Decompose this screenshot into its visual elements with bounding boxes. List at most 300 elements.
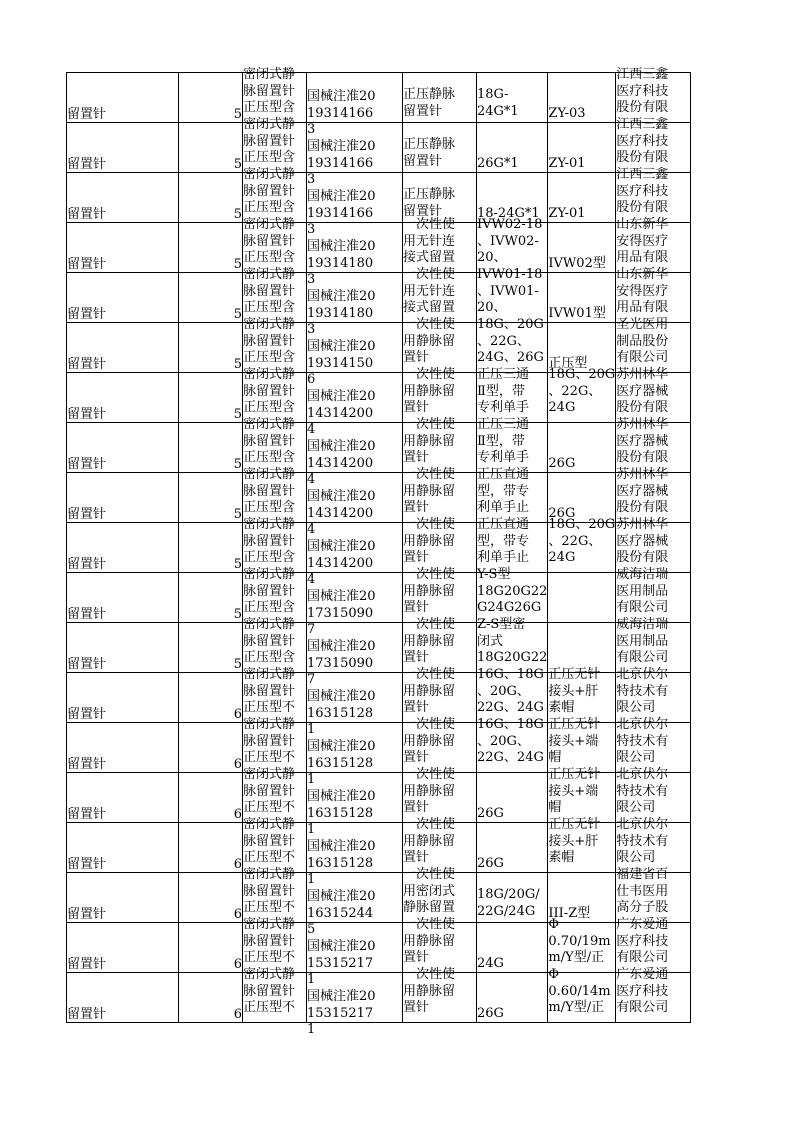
description-line: 密闭式静 — [243, 767, 296, 782]
quantity: 5 — [233, 557, 242, 572]
product-name-wrap — [403, 567, 476, 616]
manufacturer-cell — [616, 67, 691, 123]
product-name-wrap — [403, 517, 476, 566]
model-wrap — [548, 473, 615, 522]
spec-cell — [477, 567, 548, 623]
quantity: 6 — [233, 1007, 242, 1022]
spec-line: 18-24G*1 — [477, 206, 540, 221]
registration-number: 国械注准20193141663 — [307, 89, 376, 137]
product-name-line: 一次性使 — [403, 717, 456, 732]
model-cell — [548, 717, 616, 773]
description-wrap — [243, 167, 306, 216]
spec-cell — [477, 417, 548, 473]
item-name: 留置针 — [67, 607, 107, 622]
description-line: 脉留置针 — [243, 583, 296, 599]
product-name-line: 置针 — [403, 350, 430, 365]
description-line: 正压型含 — [243, 550, 296, 565]
product-name-wrap — [403, 717, 476, 766]
model-line: 0.70/19m — [548, 933, 611, 949]
registration-number: 国械注准20193141803 — [307, 239, 376, 287]
manufacturer-line: 医疗科技 — [616, 183, 669, 199]
model-line: 正压无针 — [548, 767, 601, 782]
description-line: 脉留置针 — [243, 833, 296, 849]
model-line: 素帽 — [548, 700, 575, 715]
spec-wrap — [477, 73, 547, 122]
manufacturer-cell — [616, 467, 691, 523]
product-name-line: 置针 — [403, 450, 430, 465]
product-name-line: 一次性使 — [403, 467, 456, 482]
spec-line: 22G/24G — [477, 903, 536, 919]
description-cell — [243, 217, 307, 273]
product-name-cell — [403, 867, 477, 923]
description-line: 密闭式静 — [243, 467, 296, 482]
manufacturer-line: 江西三鑫 — [616, 117, 669, 132]
manufacturer-cell — [616, 617, 691, 673]
spec-line: 22G、24G — [477, 700, 544, 715]
registration-cell — [307, 123, 403, 187]
description-wrap — [243, 667, 306, 716]
item-name-cell — [67, 273, 179, 323]
description-line: 脉留置针 — [243, 533, 296, 549]
spec-line: 24G、26G — [477, 350, 544, 365]
manufacturer-line: 有限公司 — [616, 1000, 669, 1015]
product-name-cell — [403, 567, 477, 623]
spec-line: 26G — [477, 1006, 504, 1021]
description-cell — [243, 517, 307, 573]
spec-line: 20、 — [477, 300, 507, 315]
product-table — [66, 67, 691, 1037]
model-cell — [548, 123, 616, 173]
product-name-cell — [403, 767, 477, 823]
product-name-line: 静脉留置 — [403, 900, 456, 915]
description-line: 正压型含 — [243, 150, 296, 165]
manufacturer-wrap — [616, 67, 690, 116]
description-line: 脉留置针 — [243, 983, 296, 999]
manufacturer-cell — [616, 417, 691, 473]
table-row — [67, 873, 691, 923]
manufacturer-line: 股份有限 — [616, 100, 669, 115]
registration-cell — [307, 573, 403, 637]
quantity: 6 — [233, 807, 242, 822]
quantity-cell — [179, 523, 243, 573]
registration-wrap — [307, 273, 402, 337]
quantity: 5 — [233, 657, 242, 672]
spec-wrap — [477, 567, 547, 616]
manufacturer-wrap — [616, 667, 690, 716]
item-name-cell — [67, 773, 179, 823]
quantity: 6 — [233, 707, 242, 722]
description-wrap — [243, 67, 306, 116]
item-name-cell — [67, 673, 179, 723]
description-wrap — [243, 717, 306, 766]
product-name-line: 用静脉留 — [403, 783, 456, 799]
description-line: 密闭式静 — [243, 567, 296, 582]
table-body — [67, 67, 691, 1037]
manufacturer-line: 广东爱通 — [616, 967, 669, 982]
spec-cell — [477, 923, 548, 973]
registration-wrap — [307, 873, 402, 937]
manufacturer-wrap — [616, 317, 690, 366]
quantity: 5 — [233, 307, 242, 322]
description-line: 脉留置针 — [243, 933, 296, 949]
manufacturer-line: 苏州林华 — [616, 417, 669, 432]
registration-wrap — [307, 723, 402, 787]
model-cell — [548, 967, 616, 1023]
model-cell — [548, 323, 616, 373]
manufacturer-line: 用品有限 — [616, 250, 669, 265]
spec-cell — [477, 667, 548, 723]
description-cell — [243, 867, 307, 923]
product-name-cell — [403, 817, 477, 873]
manufacturer-line: 医疗科技 — [616, 983, 669, 999]
spec-cell — [477, 123, 548, 173]
item-name: 留置针 — [67, 357, 107, 372]
spec-wrap — [477, 667, 547, 716]
product-name-cell — [403, 367, 477, 423]
product-name-wrap — [403, 967, 476, 1016]
item-name: 留置针 — [67, 207, 107, 222]
model-line: IVW02型 — [548, 256, 606, 271]
description-line: 密闭式静 — [243, 517, 296, 532]
description-line: 密闭式静 — [243, 917, 296, 932]
product-name-line: 置针 — [403, 800, 430, 815]
manufacturer-line: 有限公司 — [616, 650, 669, 665]
description-line: 密闭式静 — [243, 117, 296, 132]
manufacturer-cell — [616, 867, 691, 923]
registration-number: 国械注准20193141803 — [307, 289, 376, 337]
model-cell — [548, 917, 616, 973]
product-name-cell — [403, 617, 477, 673]
model-cell — [548, 73, 616, 123]
manufacturer-wrap — [616, 717, 690, 766]
registration-cell — [307, 473, 403, 537]
registration-wrap — [307, 923, 402, 987]
registration-cell — [307, 223, 403, 287]
model-line: IVW01型 — [548, 306, 606, 321]
description-line: 正压型不 — [243, 1000, 296, 1015]
manufacturer-cell — [616, 667, 691, 723]
description-wrap — [243, 567, 306, 616]
table-row — [67, 173, 691, 223]
spec-line: 18G20G22 — [477, 583, 548, 599]
description-cell — [243, 267, 307, 323]
product-name-cell — [403, 917, 477, 973]
spec-line: IVW02-18 — [477, 217, 543, 232]
product-name-line: 留置针 — [403, 153, 443, 169]
model-line: 26G — [548, 456, 576, 471]
spec-wrap — [477, 317, 547, 366]
product-name-cell — [403, 467, 477, 523]
manufacturer-line: 苏州林华 — [616, 467, 669, 482]
registration-cell — [307, 523, 403, 587]
model-line: 26G — [548, 506, 576, 521]
registration-wrap — [307, 173, 402, 237]
manufacturer-line: 威海洁瑞 — [616, 567, 669, 582]
registration-cell — [307, 873, 403, 937]
product-name-cell — [403, 517, 477, 573]
description-line: 脉留置针 — [243, 483, 296, 499]
model-wrap — [548, 517, 615, 566]
description-line: 密闭式静 — [243, 867, 296, 882]
spec-wrap — [477, 717, 547, 766]
manufacturer-wrap — [616, 867, 690, 916]
spec-line: 22G、24G — [477, 750, 544, 765]
description-line: 正压型含 — [243, 200, 296, 215]
description-line: 脉留置针 — [243, 133, 296, 149]
model-line: 接头+肝 — [548, 683, 599, 699]
model-cell — [548, 573, 616, 623]
model-cell — [548, 423, 616, 473]
manufacturer-line: 股份有限 — [616, 550, 669, 565]
description-cell — [243, 467, 307, 523]
spec-line: 26G*1 — [477, 156, 519, 171]
item-name-cell — [67, 973, 179, 1023]
model-line: 18G、20G — [548, 517, 616, 532]
product-name-line: 一次性使 — [403, 967, 456, 982]
manufacturer-line: 股份有限 — [616, 450, 669, 465]
description-line: 正压型不 — [243, 950, 296, 965]
spec-line: 26G — [477, 806, 504, 821]
table-row — [67, 923, 691, 973]
table-row — [67, 223, 691, 273]
product-name-line: 用静脉留 — [403, 733, 456, 749]
spec-line: IVW01-18 — [477, 267, 543, 282]
manufacturer-line: 北京伏尔 — [616, 817, 669, 832]
model-line: m/Y型/正 — [548, 1000, 605, 1015]
description-cell — [243, 617, 307, 673]
manufacturer-line: 高分子股 — [616, 900, 669, 915]
description-line: 正压型含 — [243, 400, 296, 415]
product-name-wrap — [403, 173, 476, 222]
description-wrap — [243, 367, 306, 416]
product-name-line: 正压静脉 — [403, 87, 456, 102]
description-line: 密闭式静 — [243, 617, 296, 632]
spec-cell — [477, 773, 548, 823]
model-wrap — [548, 173, 615, 222]
model-line: 正压无针 — [548, 817, 601, 832]
table-row — [67, 73, 691, 123]
spec-wrap — [477, 267, 547, 316]
quantity-cell — [179, 573, 243, 623]
quantity-cell — [179, 923, 243, 973]
manufacturer-line: 股份有限 — [616, 200, 669, 215]
model-wrap — [548, 323, 615, 372]
item-name-cell — [67, 173, 179, 223]
product-name-line: 用静脉留 — [403, 383, 456, 399]
manufacturer-wrap — [616, 167, 690, 216]
model-cell — [548, 173, 616, 223]
spec-line: 正压三通 — [477, 417, 530, 432]
model-wrap — [548, 223, 615, 272]
manufacturer-line: 限公司 — [616, 850, 656, 865]
product-name-wrap — [403, 317, 476, 366]
model-wrap — [548, 717, 615, 766]
item-name-cell — [67, 123, 179, 173]
manufacturer-cell — [616, 317, 691, 373]
product-name-wrap — [403, 73, 476, 122]
spec-line: 26G — [477, 856, 504, 871]
registration-number: 国械注准20163151281 — [307, 839, 376, 887]
manufacturer-cell — [616, 817, 691, 873]
manufacturer-cell — [616, 167, 691, 223]
registration-wrap — [307, 223, 402, 287]
manufacturer-line: 苏州林华 — [616, 367, 669, 382]
product-name-line: 一次性使 — [403, 867, 456, 882]
product-name-line: 用密闭式 — [403, 883, 456, 899]
registration-cell — [307, 323, 403, 387]
description-line: 密闭式静 — [243, 817, 296, 832]
model-wrap — [548, 423, 615, 472]
description-wrap — [243, 317, 306, 366]
spec-wrap — [477, 517, 547, 566]
description-line: 正压型不 — [243, 850, 296, 865]
product-name-cell — [403, 667, 477, 723]
spec-line: 闭式 — [477, 633, 504, 649]
manufacturer-line: 医用制品 — [616, 583, 669, 599]
registration-cell — [307, 423, 403, 487]
manufacturer-line: 股份有限 — [616, 500, 669, 515]
item-name: 留置针 — [67, 307, 107, 322]
description-line: 正压型不 — [243, 700, 296, 715]
manufacturer-line: 医疗科技 — [616, 83, 669, 99]
model-wrap — [548, 967, 615, 1016]
product-name-wrap — [403, 867, 476, 916]
registration-cell — [307, 73, 403, 137]
product-name-line: 置针 — [403, 600, 430, 615]
spec-wrap — [477, 173, 547, 222]
description-line: 脉留置针 — [243, 183, 296, 199]
item-name-cell — [67, 573, 179, 623]
manufacturer-wrap — [616, 817, 690, 866]
product-name-line: 一次性使 — [403, 617, 456, 632]
description-line: 密闭式静 — [243, 367, 296, 382]
manufacturer-cell — [616, 267, 691, 323]
manufacturer-line: 苏州林华 — [616, 517, 669, 532]
spec-line: 16G、18G — [477, 667, 544, 682]
model-line: 24G — [548, 550, 576, 565]
description-cell — [243, 567, 307, 623]
product-name-line: 用静脉留 — [403, 983, 456, 999]
quantity-cell — [179, 823, 243, 873]
table-row — [67, 373, 691, 423]
registration-wrap — [307, 373, 402, 437]
description-line: 正压型含 — [243, 350, 296, 365]
product-name-cell — [403, 717, 477, 773]
spec-wrap — [477, 973, 547, 1022]
product-name-line: 一次性使 — [403, 817, 456, 832]
item-name-cell — [67, 723, 179, 773]
product-name-line: 一次性使 — [403, 417, 456, 432]
model-line: m/Y型/正 — [548, 950, 605, 965]
product-name-line: 留置针 — [403, 103, 443, 119]
product-name-line: 正压静脉 — [403, 187, 456, 202]
spec-line: 型，带专 — [477, 533, 530, 549]
description-wrap — [243, 467, 306, 516]
model-line: Φ — [548, 917, 560, 932]
registration-wrap — [307, 623, 402, 687]
spec-cell — [477, 317, 548, 373]
quantity: 6 — [233, 957, 242, 972]
registration-wrap — [307, 973, 402, 1037]
description-wrap — [243, 267, 306, 316]
product-name-line: 置针 — [403, 850, 430, 865]
spec-line: G24G26G — [477, 600, 542, 615]
spec-line: 正压直通 — [477, 467, 530, 482]
model-line: 接头+肝 — [548, 833, 599, 849]
product-name-line: 用无针连 — [403, 283, 456, 299]
model-wrap — [548, 667, 615, 716]
registration-number: 国械注准20173150907 — [307, 639, 376, 687]
product-name-wrap — [403, 267, 476, 316]
registration-cell — [307, 373, 403, 437]
product-name-cell — [403, 317, 477, 373]
registration-cell — [307, 973, 403, 1037]
manufacturer-wrap — [616, 967, 690, 1016]
spec-line: 18G- — [477, 87, 509, 102]
registration-number: 国械注准20143142004 — [307, 489, 376, 537]
manufacturer-cell — [616, 367, 691, 423]
model-line: 正压无针 — [548, 717, 601, 732]
model-line: 素帽 — [548, 850, 575, 865]
manufacturer-wrap — [616, 917, 690, 966]
description-line: 脉留置针 — [243, 883, 296, 899]
table-row — [67, 423, 691, 473]
manufacturer-wrap — [616, 467, 690, 516]
manufacturer-line: 制品股份 — [616, 333, 669, 349]
quantity: 5 — [233, 607, 242, 622]
product-name-cell — [403, 123, 477, 173]
product-name-wrap — [403, 917, 476, 966]
manufacturer-cell — [616, 917, 691, 973]
registration-wrap — [307, 323, 402, 387]
product-name-line: 用无针连 — [403, 233, 456, 249]
spec-cell — [477, 873, 548, 923]
spec-line: 20、 — [477, 250, 507, 265]
product-name-line: 用静脉留 — [403, 633, 456, 649]
description-cell — [243, 817, 307, 873]
manufacturer-cell — [616, 967, 691, 1023]
description-line: 正压型含 — [243, 650, 296, 665]
manufacturer-line: 医用制品 — [616, 633, 669, 649]
manufacturer-line: 限公司 — [616, 700, 656, 715]
spec-wrap — [477, 923, 547, 972]
manufacturer-cell — [616, 517, 691, 573]
manufacturer-line: 股份有限 — [616, 400, 669, 415]
manufacturer-line: 安得医疗 — [616, 233, 669, 249]
model-line: 、22G、 — [548, 533, 602, 549]
manufacturer-line: 医疗器械 — [616, 383, 669, 399]
registration-wrap — [307, 823, 402, 887]
description-line: 正压型不 — [243, 750, 296, 765]
spec-cell — [477, 717, 548, 773]
spec-line: 专利单手 — [477, 450, 530, 465]
table-row — [67, 573, 691, 623]
spec-cell — [477, 173, 548, 223]
product-name-wrap — [403, 817, 476, 866]
product-name-wrap — [403, 367, 476, 416]
spec-cell — [477, 367, 548, 423]
spec-line: Ⅱ型，带 — [477, 433, 525, 449]
spec-cell — [477, 517, 548, 573]
model-line: III-Z型 — [548, 906, 591, 921]
manufacturer-line: 北京伏尔 — [616, 667, 669, 682]
item-name: 留置针 — [67, 657, 107, 672]
model-wrap — [548, 873, 615, 922]
registration-wrap — [307, 473, 402, 537]
registration-number: 国械注准20193141663 — [307, 189, 376, 237]
quantity-cell — [179, 73, 243, 123]
manufacturer-line: 有限公司 — [616, 600, 669, 615]
